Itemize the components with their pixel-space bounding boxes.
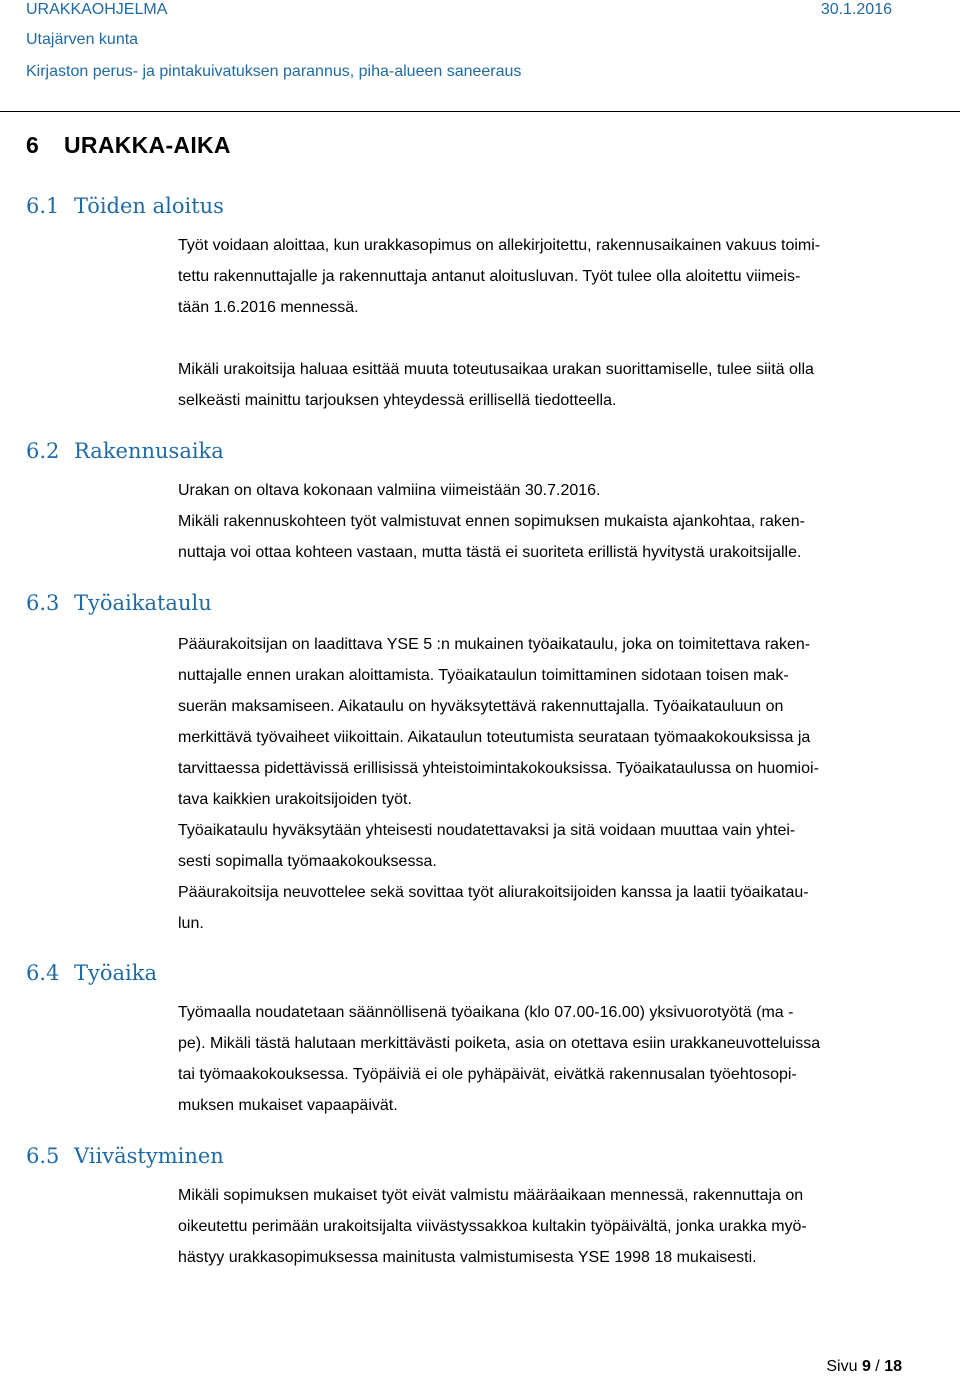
text-line: Mikäli sopimuksen mukaiset työt eivät valmistu määräaikaan mennessä, rakennuttaja on xyxy=(178,1187,804,1204)
section-heading xyxy=(26,1144,224,1168)
chapter-number: 6 xyxy=(26,132,40,158)
section-heading xyxy=(26,961,157,985)
text-line: Urakan on oltava kokonaan valmiina viimeistään 30.7.2016. xyxy=(178,482,601,499)
text-line: Mikäli rakennuskohteen työt valmistuvat ennen sopimuksen mukaista ajankohtaa, raken- xyxy=(178,513,805,530)
paragraph-schedule xyxy=(178,629,908,815)
paragraph-completion-date xyxy=(178,475,908,506)
header-date: 30.1.2016 xyxy=(820,1,892,18)
text-line: tään 1.6.2016 mennessä. xyxy=(178,299,359,316)
text-line: tettu rakennuttajalle ja rakennuttaja antanut aloitusluvan. Työt tulee olla aloitettu viimeis- xyxy=(178,268,801,285)
section-number: 6.4 xyxy=(26,961,60,985)
text-line: tava kaikkien urakoitsijoiden työt. xyxy=(178,791,412,808)
text-line: merkittävä työvaiheet viikoittain. Aikataulun toteutumista seurataan työmaakokouksissa ja xyxy=(178,729,811,746)
paragraph-work-start xyxy=(178,230,908,323)
text-line: tarvittaessa pidettävissä erillisissä yhteistoimintakokouksissa. Työaikataulussa on huomioi- xyxy=(178,760,819,777)
text-line: Pääurakoitsija neuvottelee sekä sovittaa työt aliurakoitsijoiden kanssa ja laatii työaikatau- xyxy=(178,884,809,901)
section-heading xyxy=(26,591,212,615)
page-total: 18 xyxy=(884,1358,902,1375)
section-title: Viivästyminen xyxy=(74,1144,224,1168)
page-current: 9 xyxy=(861,1358,871,1375)
section-heading xyxy=(26,194,224,218)
section-title: Työaikataulu xyxy=(74,591,212,615)
section-title: Rakennusaika xyxy=(74,439,224,463)
section-title: Työaika xyxy=(74,961,157,985)
text-line: Pääurakoitsijan on laadittava YSE 5 :n mukainen työaikataulu, joka on toimitettava raken- xyxy=(178,636,811,653)
chapter-title: URAKKA-AIKA xyxy=(64,132,231,158)
text-line: selkeästi mainittu tarjouksen yhteydessä erillisellä tiedotteella. xyxy=(178,392,617,409)
text-line: nuttaja voi ottaa kohteen vastaan, mutta tästä ei suoriteta erillistä hyvitystä urakoitsijalle. xyxy=(178,544,802,561)
text-line: tai työmaakokouksessa. Työpäiviä ei ole pyhäpäivät, eivätkä rakennusalan työehtosopi- xyxy=(178,1066,797,1083)
section-number: 6.1 xyxy=(26,194,60,218)
text-line: Työmaalla noudatetaan säännöllisenä työaikana (klo 07.00-16.00) yksivuorotyötä (ma - xyxy=(178,1004,794,1021)
text-line: muksen mukaiset vapaapäivät. xyxy=(178,1097,398,1114)
paragraph-delay-penalty xyxy=(178,1180,908,1273)
section-number: 6.2 xyxy=(26,439,60,463)
text-line: oikeutettu perimään urakoitsijalta viivästyssakkoa kultakin työpäivältä, jonka urakka myö- xyxy=(178,1218,807,1235)
page-separator: / xyxy=(875,1358,880,1375)
text-line: Työaikataulu hyväksytään yhteisesti noudatettavaksi ja sitä voidaan muuttaa vain yhtei- xyxy=(178,822,796,839)
text-line: hästyy urakkasopimuksessa mainitusta valmistumisesta YSE 1998 18 mukaisesti. xyxy=(178,1249,757,1266)
text-line: suerän maksamiseen. Aikataulu on hyväksytettävä rakennuttajalla. Työaikatauluun on xyxy=(178,698,784,715)
text-line: Työt voidaan aloittaa, kun urakkasopimus on allekirjoitettu, rakennusaikainen vakuus toimi- xyxy=(178,237,821,254)
page-label: Sivu xyxy=(826,1358,858,1375)
text-line: lun. xyxy=(178,915,204,932)
paragraph-schedule-approval xyxy=(178,815,908,877)
section-title: Töiden aloitus xyxy=(74,194,224,218)
text-line: pe). Mikäli tästä halutaan merkittävästi poiketa, asia on otettava esiin urakkaneuvotteluissa xyxy=(178,1035,821,1052)
paragraph-subcontractors xyxy=(178,877,908,939)
paragraph-working-hours xyxy=(178,997,908,1121)
section-heading xyxy=(26,439,224,463)
chapter-heading xyxy=(26,132,231,159)
page-number xyxy=(826,1358,902,1376)
paragraph-early-completion xyxy=(178,506,908,568)
header-divider xyxy=(0,111,960,112)
paragraph-alternative-schedule xyxy=(178,354,908,416)
header-doc-type: URAKKAOHJELMA xyxy=(26,1,168,18)
section-number: 6.3 xyxy=(26,591,60,615)
header-organization: Utajärven kunta xyxy=(26,31,139,48)
text-line: nuttajalle ennen urakan aloittamista. Työaikataulun toimittaminen sidotaan toisen mak- xyxy=(178,667,789,684)
header-project: Kirjaston perus- ja pintakuivatuksen parannus, piha-alueen saneeraus xyxy=(26,63,522,80)
text-line: Mikäli urakoitsija haluaa esittää muuta toteutusaikaa urakan suorittamiselle, tulee siitä olla xyxy=(178,361,814,378)
text-line: sesti sopimalla työmaakokouksessa. xyxy=(178,853,437,870)
section-number: 6.5 xyxy=(26,1144,60,1168)
